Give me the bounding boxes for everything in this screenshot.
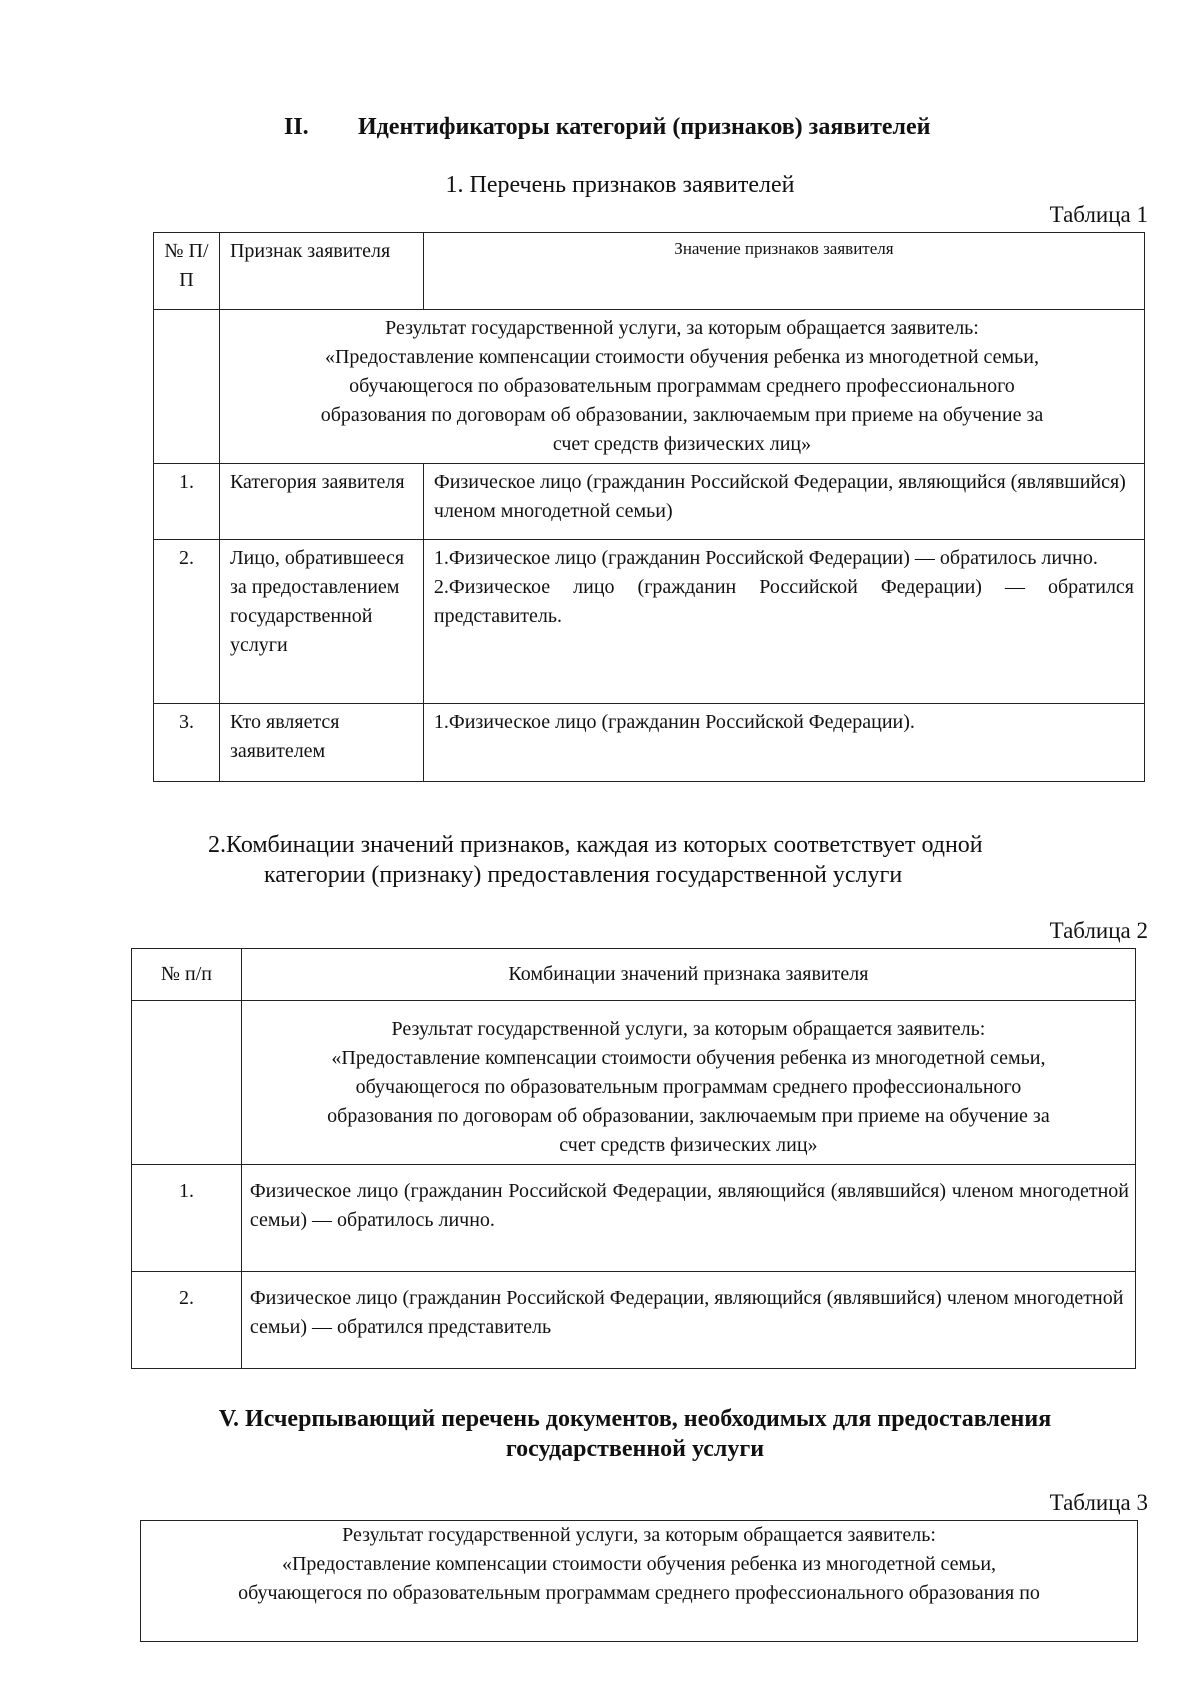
result-line: Результат государственной услуги, за которым обращается заявитель: (391, 1018, 986, 1040)
result-line: обучающегося по образовательным программам среднего профессионального образования по (238, 1582, 1040, 1604)
table-row (132, 1272, 1136, 1369)
result-line: Результат государственной услуги, за которым обращается заявитель: (385, 317, 979, 339)
result-line: «Предоставление компенсации стоимости обучения ребенка из многодетной семьи, (324, 346, 1040, 368)
header-num: № П/П (154, 233, 220, 310)
row-sign: Лицо, обратившееся за предоставлением государственной услуги (219, 540, 423, 704)
row-num: 3. (154, 704, 220, 782)
row-value: Физическое лицо (гражданин Российской Федерации, являющийся (являвшийся) членом многодетной семьи) — обратился представитель (241, 1272, 1135, 1369)
empty-cell (132, 1001, 242, 1165)
table-1-label: Таблица 1 (1049, 202, 1148, 227)
table-2-result-text (241, 1001, 1135, 1165)
part-2-title-line-2: категории (признаку) предоставления государственной услуги (264, 862, 903, 888)
header-sign: Признак заявителя (219, 233, 423, 310)
result-line: «Предоставление компенсации стоимости обучения ребенка из многодетной семьи, (281, 1553, 997, 1575)
table-1-header-row (154, 233, 1145, 310)
table-3-label: Таблица 3 (1049, 1490, 1148, 1515)
row-num: 2. (154, 540, 220, 704)
table-2-header-row (132, 949, 1136, 1001)
header-num: № п/п (132, 949, 242, 1001)
table-2-result-row (132, 1001, 1136, 1165)
row-sign: Кто является заявителем (219, 704, 423, 782)
result-line: счет средств физических лиц» (559, 1134, 818, 1156)
row-value: Физическое лицо (гражданин Российской Федерации, являющийся (являвшийся) членом многодетной семьи) (423, 464, 1144, 540)
result-line: Результат государственной услуги, за которым обращается заявитель: (342, 1524, 936, 1546)
table-row (154, 464, 1145, 540)
result-line: «Предоставление компенсации стоимости обучения ребенка из многодетной семьи, (331, 1047, 1046, 1069)
result-line: образования по договорам об образовании, заключаемым при приеме на обучение за (327, 1105, 1050, 1127)
result-line: обучающегося по образовательным программам среднего профессионального (349, 375, 1015, 397)
table-1-result-row (154, 310, 1145, 464)
row-num: 2. (132, 1272, 242, 1369)
result-line: образования по договорам об образовании, заключаемым при приеме на обучение за (320, 404, 1044, 426)
row-num: 1. (154, 464, 220, 540)
section-5-title-line-1: V. Исчерпывающий перечень документов, необходимых для предоставления (218, 1406, 1052, 1432)
row-num: 1. (132, 1165, 242, 1272)
result-line: счет средств физических лиц» (552, 433, 812, 455)
result-line: обучающегося по образовательным программам среднего профессионального (355, 1076, 1022, 1098)
row-value: 1.Физическое лицо (гражданин Российской Федерации). (423, 704, 1144, 782)
table-2-label: Таблица 2 (1049, 918, 1148, 943)
section-5-title-line-2: государственной услуги (505, 1436, 765, 1462)
row-value: Физическое лицо (гражданин Российской Федерации, являющийся (являвшийся) членом многодетной семьи) — обратилось лично. (241, 1165, 1135, 1272)
row-value (423, 540, 1144, 704)
empty-cell (154, 310, 220, 464)
part-2-title-line-1: 2.Комбинации значений признаков, каждая из которых соответствует одной (208, 832, 983, 858)
value-line: 2.Физическое лицо (гражданин Российской Федерации) — обратился представитель. (433, 576, 1134, 627)
section-2-number: II. (284, 114, 309, 140)
table-row (154, 540, 1145, 704)
section-2-title: Идентификаторы категорий (признаков) заявителей (358, 114, 931, 140)
table-row (154, 704, 1145, 782)
row-sign: Категория заявителя (219, 464, 423, 540)
table-row (132, 1165, 1136, 1272)
table-2 (131, 948, 1136, 1369)
table-3 (140, 1520, 1138, 1642)
part-1-title: 1. Перечень признаков заявителей (445, 172, 795, 198)
value-line: 1.Физическое лицо (гражданин Российской Федерации) — обратилось лично. (433, 547, 1098, 569)
header-value: Комбинации значений признака заявителя (241, 949, 1135, 1001)
header-value: Значение признаков заявителя (423, 233, 1144, 310)
table-1-result-text (219, 310, 1144, 464)
table-1 (153, 232, 1145, 782)
